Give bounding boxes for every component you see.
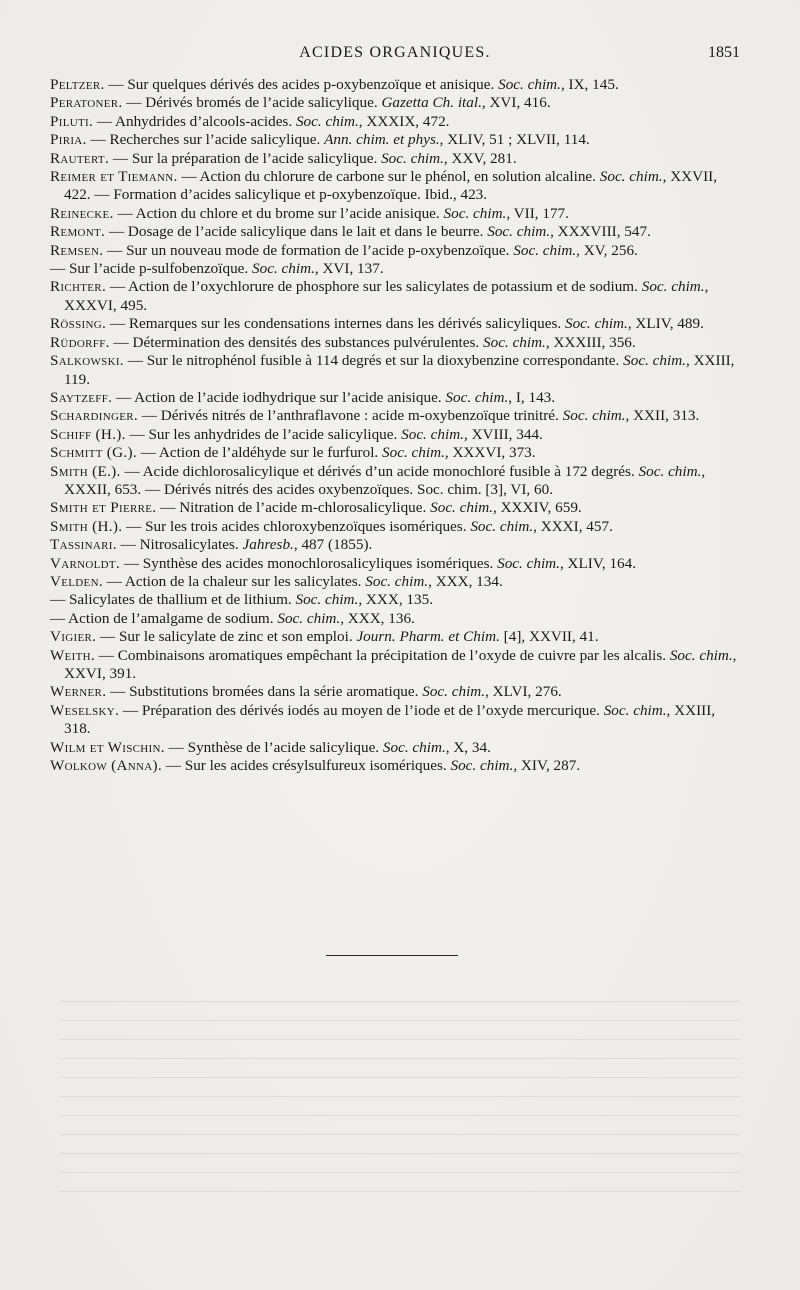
bibliography-entry (50, 683, 738, 701)
entry-reference: , XXXIV, 659. (492, 499, 582, 517)
entry-journal: Soc. chim. (365, 572, 429, 590)
entry-author: Schardinger. (50, 407, 138, 425)
entry-reference: , XIV, 287. (513, 757, 581, 775)
entry-author: Reimer et Tiemann. (50, 168, 178, 186)
entry-author: Remsen. (50, 241, 104, 259)
bibliography-entry (50, 573, 738, 591)
entry-reference: , XVI, 137. (314, 260, 384, 278)
bibliography-entry (50, 702, 738, 739)
entry-author: Richter. (50, 278, 107, 296)
entry-journal: Soc. chim. (599, 168, 663, 186)
entry-journal: Soc. chim. (564, 315, 628, 333)
entry-title: — Sur les acides crésylsulfureux isomériques. (161, 757, 451, 775)
entry-author: Velden. (50, 572, 103, 590)
entry-journal: Soc. chim. (277, 609, 341, 627)
entry-reference: , XLIV, 164. (559, 554, 637, 572)
entry-title: — Sur les anhydrides de l’acide salicylique. (125, 425, 402, 443)
entry-reference: , XLIV, 489. (627, 315, 704, 333)
bibliography-entry (50, 131, 738, 149)
entry-author: Weselsky. (50, 701, 120, 719)
entry-author: Weith. (50, 646, 95, 664)
entry-journal: Soc. chim. (422, 683, 486, 701)
entry-author: Saytzeff. (50, 388, 113, 406)
bibliography-entry (50, 205, 738, 223)
bibliography-entry (50, 555, 738, 573)
entry-title: — Action de la chaleur sur les salicylates. (102, 572, 366, 590)
bibliography-entry (50, 407, 738, 425)
bibliography-entry (50, 260, 738, 278)
entry-reference: , IX, 145. (560, 76, 619, 93)
entry-author: Peratoner. (50, 94, 123, 112)
entry-journal: Soc. chim. (638, 462, 702, 480)
entry-author: Smith et Pierre. (50, 499, 157, 517)
entry-journal: Soc. chim. (381, 149, 444, 167)
entry-title: — Sur un nouveau mode de formation de l’acide p-oxybenzoïque. (103, 241, 514, 259)
entry-title: — Sur les trois acides chloroxybenzoïques isomériques. (122, 517, 471, 535)
entry-title: — Salicylates de thallium et de lithium. (50, 591, 296, 609)
entry-title: — Substitutions bromées dans la série aromatique. (106, 683, 423, 701)
entry-reference: , XXXVIII, 547. (550, 223, 651, 241)
bibliography-entry (50, 76, 738, 94)
entry-title: — Synthèse des acides monochlorosalicyliques isomériques. (120, 554, 498, 572)
entry-journal: Ann. chim. et phys. (324, 131, 440, 149)
entry-journal: Soc. chim. (430, 499, 493, 517)
bibliography-entry (50, 499, 738, 517)
bibliography-entry (50, 463, 738, 500)
entry-author: Varnoldt. (50, 554, 121, 572)
entry-author: Vigier. (50, 628, 97, 646)
entry-title: — Anhydrides d’alcools-acides. (93, 112, 296, 130)
bibliography-entry (50, 389, 738, 407)
entry-title: — Remarques sur les condensations internes dans les dérivés salicyliques. (106, 315, 565, 333)
entry-author: Peltzer. (50, 76, 105, 93)
entry-title: — Sur l’acide p-sulfobenzoïque. (50, 260, 253, 278)
entry-journal: Soc. chim. (562, 407, 626, 425)
bibliography-entry (50, 168, 738, 205)
entry-reference: , XXXVI, 373. (444, 444, 536, 462)
entry-journal: Soc. chim. (443, 204, 507, 222)
entry-author: Schiff (H.). (50, 425, 126, 443)
bibliography-entry (50, 444, 738, 462)
entry-journal: Soc. chim. (382, 444, 445, 462)
entry-reference: , XXX, 134. (428, 572, 503, 590)
entry-reference: , XXIII, 318. (64, 701, 716, 738)
entry-reference: , XXX, 135. (358, 591, 433, 609)
running-title: ACIDES ORGANIQUES. (299, 44, 491, 61)
entry-author: Reinecke. (50, 204, 114, 222)
entry-reference: , XLVI, 276. (485, 683, 562, 701)
entry-title: — Détermination des densités des substances pulvérulentes. (109, 333, 484, 351)
entry-reference: , XXIII, 119. (64, 352, 735, 388)
entry-journal: Gazetta Ch. ital. (381, 94, 482, 112)
entry-journal: Journ. Pharm. et Chim. (356, 628, 500, 646)
entry-journal: Soc. chim. (603, 701, 667, 719)
entry-reference: , XXXVI, 495. (64, 278, 709, 314)
bibliography-entry (50, 628, 738, 646)
entry-journal: Soc. chim. (470, 517, 534, 535)
bibliography-entry (50, 334, 738, 352)
bibliography-entry (50, 536, 738, 554)
entry-author: Remont. (50, 223, 106, 241)
entry-reference: , XXXIII, 356. (545, 333, 636, 351)
bibliography-entry (50, 518, 738, 536)
entry-journal: Soc. chim. (513, 241, 577, 259)
entry-title: — Sur la préparation de l’acide salicylique. (109, 149, 382, 167)
bibliography-entry (50, 113, 738, 131)
entry-title: — Dérivés nitrés de l’anthraflavone : acide m-oxybenzoïque trinitré. (137, 407, 563, 425)
entry-journal: Soc. chim. (445, 388, 509, 406)
entry-author: Piria. (50, 131, 87, 149)
bibliography-entry (50, 426, 738, 444)
entry-reference: [4], XXVII, 41. (499, 628, 599, 646)
show-through-texture (60, 990, 740, 1210)
entry-reference: , I, 143. (508, 388, 556, 406)
entry-title: — Action de l’oxychlorure de phosphore sur les salicylates de potassium et de sodium. (106, 278, 642, 296)
entry-title: — Combinaisons aromatiques empêchant la précipitation de l’oxyde de cuivre par les alcalis. (94, 646, 670, 664)
bibliography-entry (50, 150, 738, 168)
entry-reference: , XXV, 281. (443, 149, 517, 167)
bibliography-entry (50, 315, 738, 333)
entry-journal: Soc. chim. (450, 757, 514, 775)
bibliography-entry (50, 242, 738, 260)
entry-title: — Acide dichlorosalicylique et dérivés d’un acide monochloré fusible à 172 degrés. (120, 462, 639, 480)
entry-author: Wilm et Wischin. (50, 738, 165, 756)
entry-reference: , XV, 256. (576, 241, 638, 259)
entry-journal: Soc. chim. (295, 112, 359, 130)
entry-journal: Jahresb. (242, 536, 294, 554)
entry-reference: , XXVII, 422. — Formation d’acides salicylique et p-oxybenzoïque. Ibid., 423. (64, 168, 718, 204)
entry-journal: Soc. chim. (498, 76, 561, 93)
entry-reference: , XXXI, 457. (533, 517, 613, 535)
entry-title: — Action de l’acide iodhydrique sur l’acide anisique. (112, 388, 446, 406)
entry-author: Rautert. (50, 149, 110, 167)
entry-author: Smith (E.). (50, 462, 121, 480)
entry-title: — Sur le nitrophénol fusible à 114 degrés et sur la dioxybenzine correspondante. (123, 352, 624, 370)
bibliography-entry (50, 757, 738, 775)
entry-title: — Sur le salicylate de zinc et son emploi. (96, 628, 357, 646)
entry-title: — Action du chlore et du brome sur l’acide anisique. (113, 204, 444, 222)
entry-title: — Nitration de l’acide m-chlorosalicylique. (156, 499, 431, 517)
entry-title: — Sur quelques dérivés des acides p-oxybenzoïque et anisique. (104, 76, 499, 93)
entry-title: — Recherches sur l’acide salicylique. (86, 131, 325, 149)
entry-reference: , XXII, 313. (625, 407, 700, 425)
entry-reference: , X, 34. (445, 738, 491, 756)
entry-reference: , VII, 177. (506, 204, 569, 222)
entry-author: Wolkow (Anna). (50, 757, 162, 775)
entry-reference: , XXXIX, 472. (358, 112, 450, 130)
entry-title: — Nitrosalicylates. (116, 536, 243, 554)
bibliography-entry (50, 591, 738, 609)
bibliography-entry (50, 352, 738, 389)
entry-reference: , XXXII, 653. — Dérivés nitrés des acides oxybenzoïques. Soc. chim. [3], VI, 60. (64, 462, 706, 498)
entry-reference: , XLIV, 51 ; XLVII, 114. (439, 131, 590, 149)
entry-journal: Soc. chim. (641, 278, 705, 296)
entry-reference: , XVI, 416. (481, 94, 551, 112)
entry-journal: Soc. chim. (252, 260, 315, 278)
entry-title: — Dosage de l’acide salicylique dans le lait et dans le beurre. (105, 223, 488, 241)
entry-journal: Soc. chim. (295, 591, 359, 609)
entry-journal: Soc. chim. (497, 554, 560, 572)
entry-author: Smith (H.). (50, 517, 123, 535)
entry-author: Rüdorff. (50, 333, 110, 351)
bibliography-entry (50, 94, 738, 112)
section-divider-rule (326, 955, 458, 956)
entry-author: Schmitt (G.). (50, 444, 137, 462)
bibliography-list (50, 76, 738, 775)
bibliography-entry (50, 223, 738, 241)
entry-reference: , XXVI, 391. (64, 646, 737, 682)
entry-author: Piluti. (50, 112, 94, 130)
entry-author: Salkowski. (50, 352, 124, 370)
entry-author: Tassinari. (50, 536, 117, 554)
bibliography-entry (50, 610, 738, 628)
bibliography-entry (50, 647, 738, 684)
running-head (50, 44, 740, 68)
bibliography-entry (50, 739, 738, 757)
bibliography-entry (50, 278, 738, 315)
entry-title: — Synthèse de l’acide salicylique. (164, 738, 383, 756)
entry-journal: Soc. chim. (382, 738, 446, 756)
entry-reference: , 487 (1855). (293, 536, 373, 554)
entry-journal: Soc. chim. (623, 352, 686, 370)
entry-author: Werner. (50, 683, 107, 701)
entry-journal: Soc. chim. (669, 646, 733, 664)
entry-title: — Action de l’aldéhyde sur le furfurol. (136, 444, 383, 462)
entry-title: — Action de l’amalgame de sodium. (50, 609, 278, 627)
entry-title: — Préparation des dérivés iodés au moyen de l’iode et de l’oxyde mercurique. (119, 701, 604, 719)
entry-reference: , XXX, 136. (340, 609, 415, 627)
entry-title: — Dérivés bromés de l’acide salicylique. (122, 94, 382, 112)
entry-author: Rössing. (50, 315, 107, 333)
page-number: 1851 (708, 44, 740, 61)
entry-journal: Soc. chim. (487, 223, 551, 241)
entry-reference: , XVIII, 344. (463, 425, 543, 443)
entry-journal: Soc. chim. (483, 333, 546, 351)
entry-journal: Soc. chim. (401, 425, 464, 443)
entry-title: — Action du chlorure de carbone sur le phénol, en solution alcaline. (177, 168, 600, 186)
